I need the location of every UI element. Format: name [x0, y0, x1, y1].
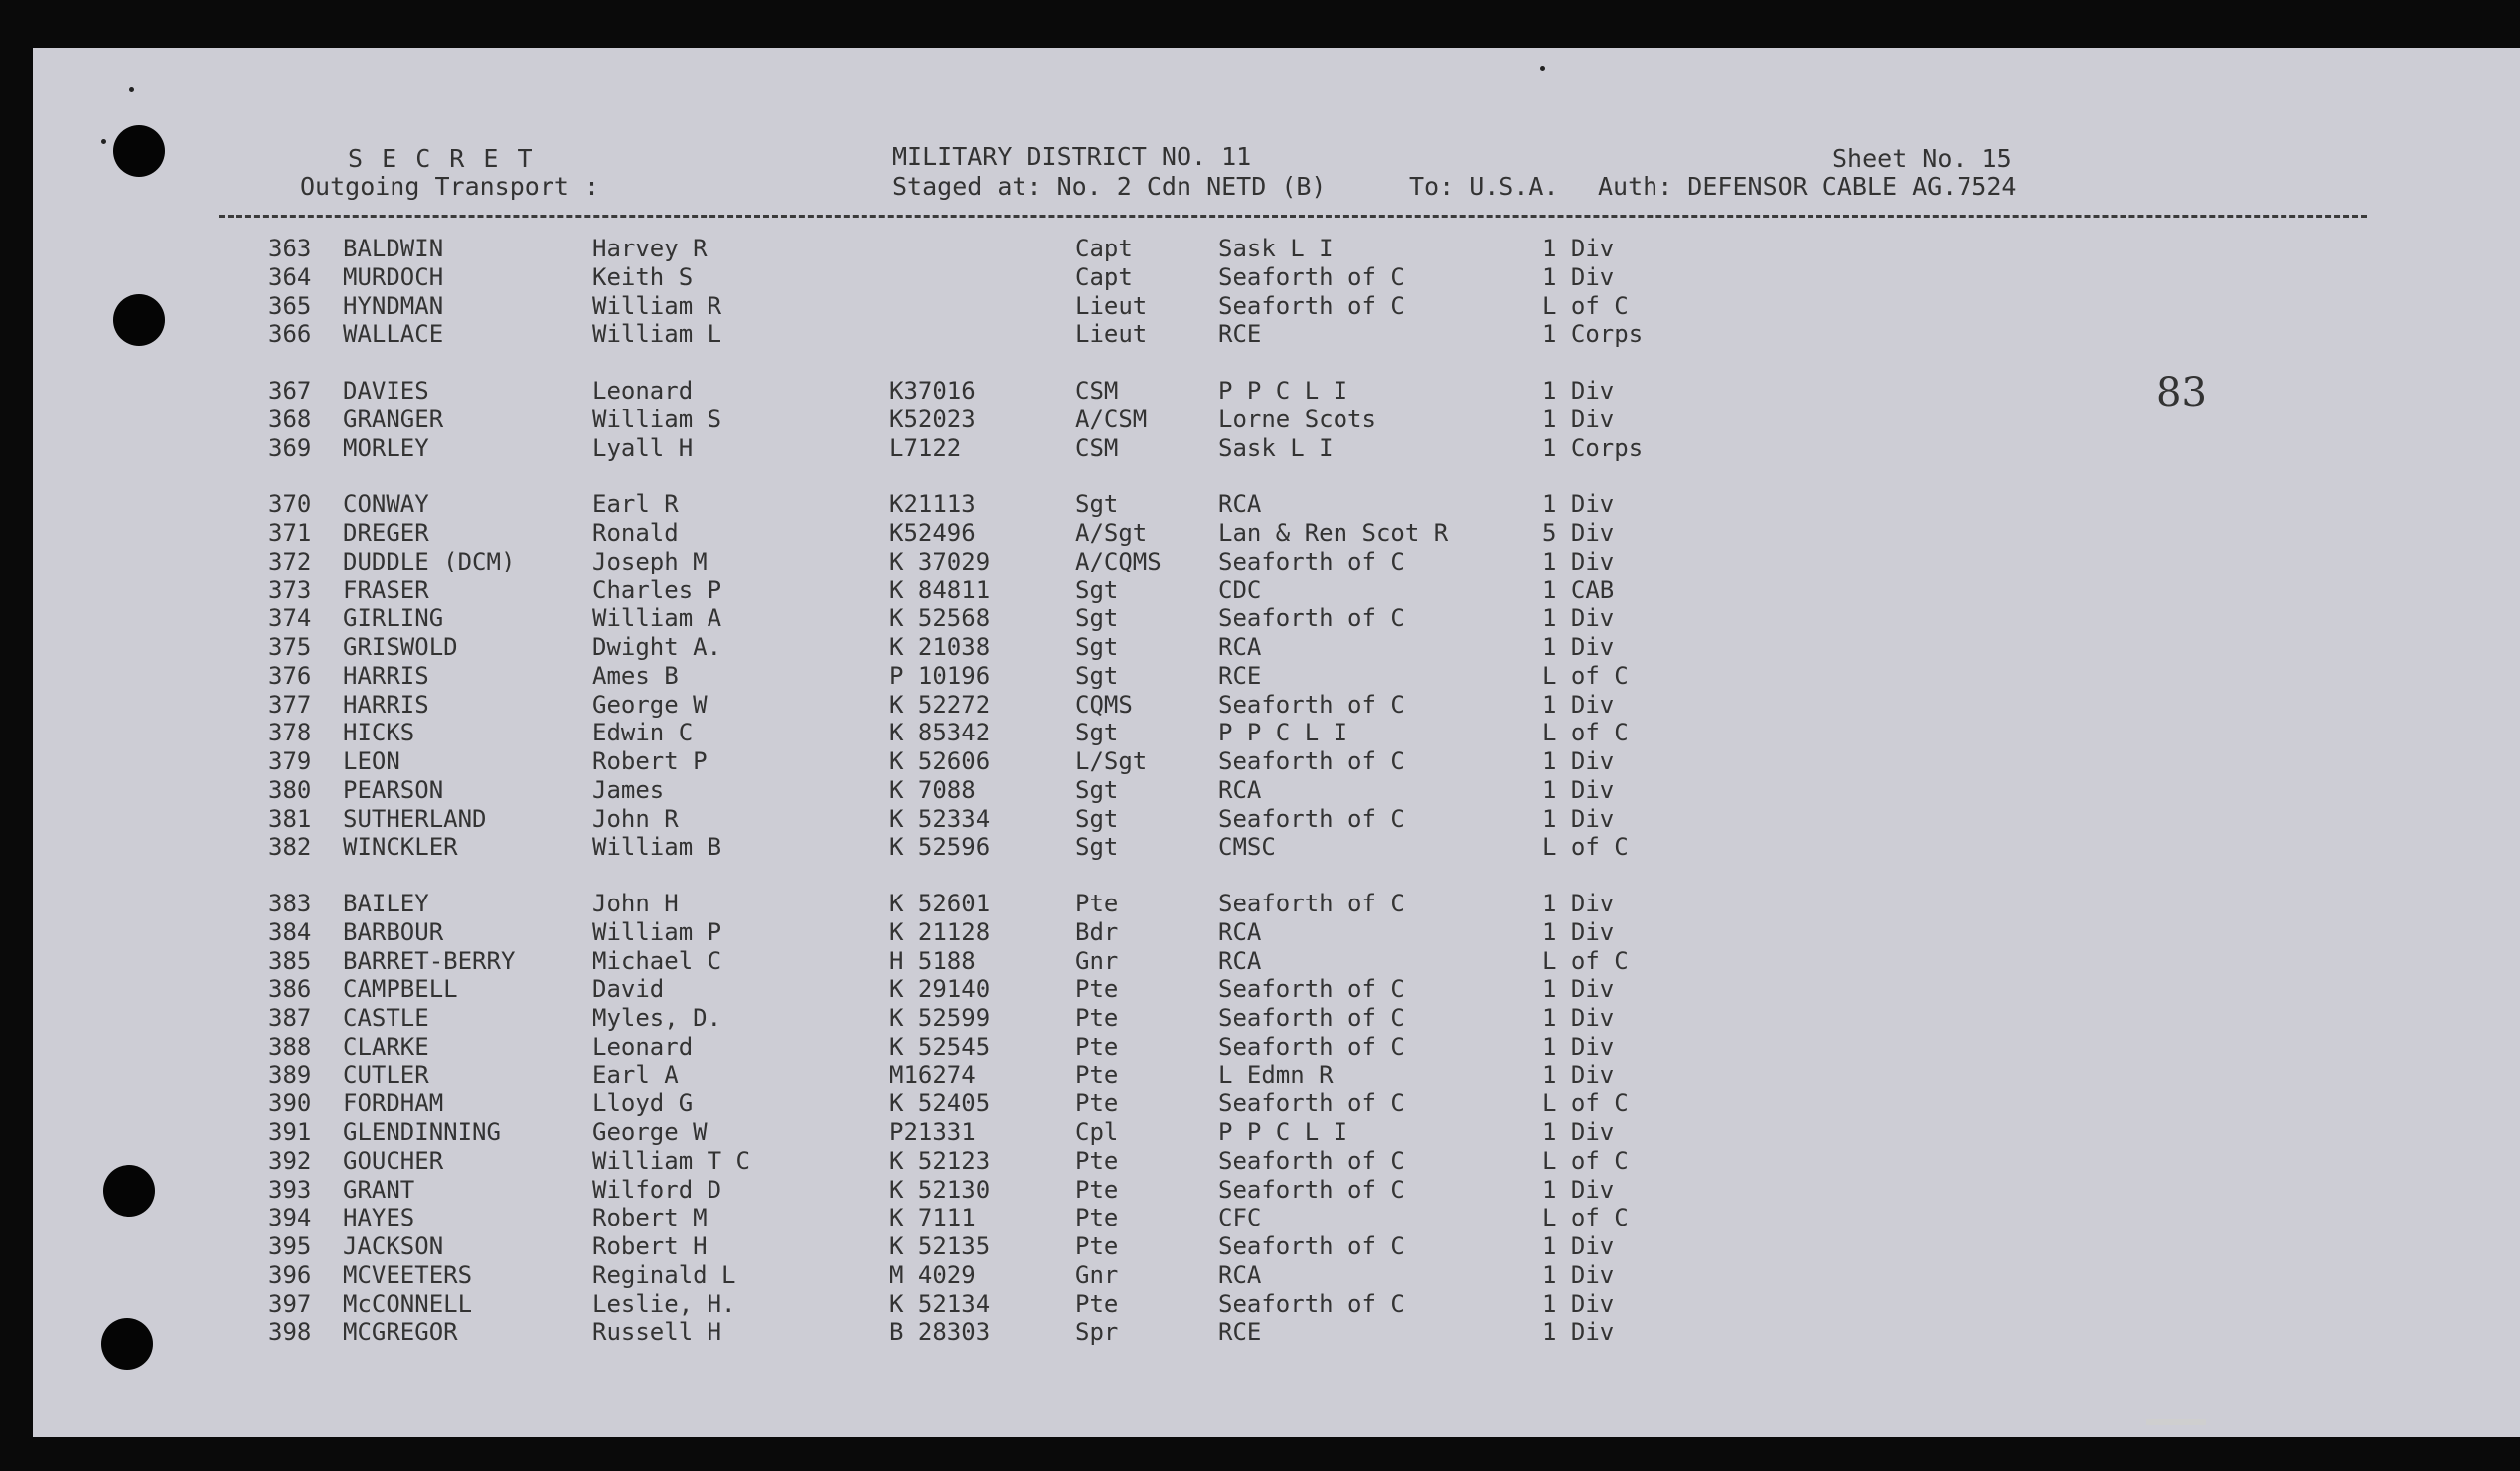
row-dest: L of C: [1542, 1089, 1629, 1118]
row-rank: Pte: [1075, 1089, 1119, 1118]
row-unit: L Edmn R: [1218, 1061, 1334, 1089]
row-service: K 52545: [889, 1032, 991, 1061]
row-surname: CASTLE: [343, 1004, 429, 1032]
row-surname: HAYES: [343, 1204, 415, 1232]
row-dest: L of C: [1542, 291, 1629, 320]
row-rank: L/Sgt: [1075, 747, 1148, 775]
row-dest: 1 Div: [1542, 547, 1615, 575]
row-surname: GOUCHER: [343, 1146, 444, 1175]
row-dest: 1 Div: [1542, 490, 1615, 519]
row-num: 390: [268, 1089, 312, 1118]
row-num: 372: [268, 547, 312, 575]
row-given: Reginald L: [592, 1260, 736, 1289]
row-surname: DUDDLE (DCM): [343, 547, 516, 575]
row-service: K 52568: [889, 604, 991, 633]
sheet-number: Sheet No. 15: [1832, 144, 2012, 173]
row-num: 377: [268, 690, 312, 719]
row-dest: L of C: [1542, 946, 1629, 975]
row-dest: 1 Div: [1542, 405, 1615, 433]
row-dest: L of C: [1542, 833, 1629, 862]
row-service: K 7088: [889, 775, 976, 804]
row-dest: 1 Div: [1542, 775, 1615, 804]
row-dest: L of C: [1542, 1204, 1629, 1232]
row-unit: Seaforth of C: [1218, 1032, 1405, 1061]
row-surname: GIRLING: [343, 604, 444, 633]
row-unit: Seaforth of C: [1218, 262, 1405, 291]
row-given: Earl A: [592, 1061, 679, 1089]
row-given: Lyall H: [592, 433, 694, 462]
row-rank: Sgt: [1075, 604, 1119, 633]
row-rank: Pte: [1075, 1289, 1119, 1318]
row-service: K 52405: [889, 1089, 991, 1118]
row-rank: Sgt: [1075, 804, 1119, 833]
row-service: K 52601: [889, 890, 991, 917]
row-num: 371: [268, 519, 312, 547]
row-num: 391: [268, 1118, 312, 1146]
row-rank: A/CQMS: [1075, 547, 1162, 575]
row-rank: CSM: [1075, 377, 1119, 405]
row-rank: Sgt: [1075, 661, 1119, 690]
row-unit: CMSC: [1218, 833, 1276, 862]
row-dest: 1 Div: [1542, 604, 1615, 633]
row-num: 364: [268, 262, 312, 291]
row-given: John R: [592, 804, 679, 833]
row-service: K 29140: [889, 975, 991, 1004]
row-num: 383: [268, 890, 312, 917]
row-given: Ronald: [592, 519, 679, 547]
row-dest: 1 Div: [1542, 235, 1615, 262]
district-title: MILITARY DISTRICT NO. 11: [892, 142, 1252, 171]
row-given: Robert M: [592, 1204, 708, 1232]
row-unit: Seaforth of C: [1218, 291, 1405, 320]
row-rank: CQMS: [1075, 690, 1133, 719]
destination-header: To: U.S.A.: [1409, 172, 1559, 201]
row-surname: CAMPBELL: [343, 975, 458, 1004]
row-given: Earl R: [592, 490, 679, 519]
row-dest: L of C: [1542, 1146, 1629, 1175]
row-num: 397: [268, 1289, 312, 1318]
row-given: William P: [592, 917, 722, 946]
row-service: P21331: [889, 1118, 976, 1146]
row-service: P 10196: [889, 661, 991, 690]
row-surname: HARRIS: [343, 661, 429, 690]
row-given: George W: [592, 690, 708, 719]
row-rank: Lieut: [1075, 320, 1148, 349]
row-given: William L: [592, 320, 722, 349]
row-service: K 21128: [889, 917, 991, 946]
row-surname: WINCKLER: [343, 833, 458, 862]
row-surname: DREGER: [343, 519, 429, 547]
row-num: 380: [268, 775, 312, 804]
row-rank: Capt: [1075, 262, 1133, 291]
row-rank: Pte: [1075, 1204, 1119, 1232]
row-service: K 52135: [889, 1232, 991, 1260]
row-rank: Sgt: [1075, 575, 1119, 604]
row-surname: MCGREGOR: [343, 1318, 458, 1347]
row-unit: Sask L I: [1218, 433, 1334, 462]
row-given: Robert P: [592, 747, 708, 775]
row-service: K 52606: [889, 747, 991, 775]
row-unit: RCA: [1218, 1260, 1262, 1289]
row-num: 382: [268, 833, 312, 862]
row-service: K 52599: [889, 1004, 991, 1032]
row-unit: Seaforth of C: [1218, 1089, 1405, 1118]
row-num: 396: [268, 1260, 312, 1289]
row-num: 365: [268, 291, 312, 320]
row-dest: 1 Div: [1542, 262, 1615, 291]
row-service: K52023: [889, 405, 976, 433]
row-given: Dwight A.: [592, 633, 722, 661]
row-dest: 1 Div: [1542, 1118, 1615, 1146]
row-dest: 1 Div: [1542, 747, 1615, 775]
row-service: B 28303: [889, 1318, 991, 1347]
row-surname: MURDOCH: [343, 262, 444, 291]
row-service: K37016: [889, 377, 976, 405]
row-given: Harvey R: [592, 235, 708, 262]
row-dest: 1 Div: [1542, 917, 1615, 946]
row-given: Wilford D: [592, 1175, 722, 1204]
row-rank: Pte: [1075, 1175, 1119, 1204]
row-rank: Pte: [1075, 1004, 1119, 1032]
row-unit: Lan & Ren Scot R: [1218, 519, 1449, 547]
row-unit: Seaforth of C: [1218, 890, 1405, 917]
row-surname: MORLEY: [343, 433, 429, 462]
row-num: 376: [268, 661, 312, 690]
row-surname: PEARSON: [343, 775, 444, 804]
row-service: M 4029: [889, 1260, 976, 1289]
row-surname: BAILEY: [343, 890, 429, 917]
row-rank: Pte: [1075, 1032, 1119, 1061]
row-rank: Pte: [1075, 1232, 1119, 1260]
row-surname: BALDWIN: [343, 235, 444, 262]
row-unit: Seaforth of C: [1218, 1289, 1405, 1318]
row-num: 369: [268, 433, 312, 462]
row-num: 378: [268, 719, 312, 747]
row-num: 387: [268, 1004, 312, 1032]
row-unit: P P C L I: [1218, 1118, 1348, 1146]
row-given: William B: [592, 833, 722, 862]
row-unit: CDC: [1218, 575, 1262, 604]
row-unit: Seaforth of C: [1218, 1004, 1405, 1032]
row-rank: Sgt: [1075, 833, 1119, 862]
row-rank: A/Sgt: [1075, 519, 1148, 547]
row-service: L7122: [889, 433, 962, 462]
row-rank: Sgt: [1075, 719, 1119, 747]
authority: Auth: DEFENSOR CABLE AG.7524: [1598, 172, 2017, 201]
row-dest: 1 Div: [1542, 1289, 1615, 1318]
row-surname: CONWAY: [343, 490, 429, 519]
row-rank: Sgt: [1075, 490, 1119, 519]
row-rank: Lieut: [1075, 291, 1148, 320]
row-dest: L of C: [1542, 661, 1629, 690]
row-unit: RCA: [1218, 633, 1262, 661]
row-unit: RCE: [1218, 1318, 1262, 1347]
row-given: Lloyd G: [592, 1089, 694, 1118]
row-num: 393: [268, 1175, 312, 1204]
row-service: K 52123: [889, 1146, 991, 1175]
row-unit: RCA: [1218, 490, 1262, 519]
row-given: Joseph M: [592, 547, 708, 575]
row-num: 374: [268, 604, 312, 633]
row-unit: Seaforth of C: [1218, 747, 1405, 775]
row-rank: Capt: [1075, 235, 1133, 262]
row-dest: L of C: [1542, 719, 1629, 747]
row-service: K 21038: [889, 633, 991, 661]
page-number: 83: [2156, 370, 2207, 415]
row-num: 392: [268, 1146, 312, 1175]
row-service: K 7111: [889, 1204, 976, 1232]
row-rank: Pte: [1075, 1146, 1119, 1175]
row-dest: 1 Div: [1542, 633, 1615, 661]
row-rank: Sgt: [1075, 775, 1119, 804]
row-unit: Seaforth of C: [1218, 547, 1405, 575]
row-unit: Seaforth of C: [1218, 804, 1405, 833]
row-num: 388: [268, 1032, 312, 1061]
row-given: Michael C: [592, 946, 722, 975]
row-service: K 85342: [889, 719, 991, 747]
row-given: William S: [592, 405, 722, 433]
row-dest: 1 Div: [1542, 975, 1615, 1004]
row-given: Robert H: [592, 1232, 708, 1260]
row-surname: FORDHAM: [343, 1089, 444, 1118]
row-unit: Seaforth of C: [1218, 1232, 1405, 1260]
row-num: 368: [268, 405, 312, 433]
row-unit: CFC: [1218, 1204, 1262, 1232]
row-service: K 37029: [889, 547, 991, 575]
row-num: 389: [268, 1061, 312, 1089]
row-service: K 52272: [889, 690, 991, 719]
row-dest: 1 Div: [1542, 377, 1615, 405]
row-surname: GLENDINNING: [343, 1118, 501, 1146]
row-unit: RCA: [1218, 775, 1262, 804]
row-num: 367: [268, 377, 312, 405]
row-given: William R: [592, 291, 722, 320]
row-num: 375: [268, 633, 312, 661]
row-num: 379: [268, 747, 312, 775]
row-surname: BARRET-BERRY: [343, 946, 516, 975]
row-surname: LEON: [343, 747, 400, 775]
row-num: 385: [268, 946, 312, 975]
row-num: 366: [268, 320, 312, 349]
row-unit: P P C L I: [1218, 377, 1348, 405]
row-surname: GRANGER: [343, 405, 444, 433]
row-surname: GRISWOLD: [343, 633, 458, 661]
row-surname: CUTLER: [343, 1061, 429, 1089]
row-given: John H: [592, 890, 679, 917]
row-surname: MCVEETERS: [343, 1260, 473, 1289]
row-dest: 1 Div: [1542, 1232, 1615, 1260]
row-given: George W: [592, 1118, 708, 1146]
row-dest: 1 Div: [1542, 890, 1615, 917]
row-dest: 1 Div: [1542, 1175, 1615, 1204]
row-unit: Seaforth of C: [1218, 1175, 1405, 1204]
row-surname: HICKS: [343, 719, 415, 747]
row-num: 394: [268, 1204, 312, 1232]
row-surname: FRASER: [343, 575, 429, 604]
row-given: Leonard: [592, 377, 694, 405]
row-given: David: [592, 975, 665, 1004]
row-unit: Seaforth of C: [1218, 604, 1405, 633]
row-surname: CLARKE: [343, 1032, 429, 1061]
row-rank: Pte: [1075, 1061, 1119, 1089]
row-num: 363: [268, 235, 312, 262]
security-classification: S E C R E T: [348, 144, 535, 173]
row-given: Myles, D.: [592, 1004, 722, 1032]
row-num: 370: [268, 490, 312, 519]
row-given: Edwin C: [592, 719, 694, 747]
row-surname: BARBOUR: [343, 917, 444, 946]
row-unit: RCE: [1218, 661, 1262, 690]
row-rank: Gnr: [1075, 946, 1119, 975]
row-surname: HYNDMAN: [343, 291, 444, 320]
row-unit: RCA: [1218, 917, 1262, 946]
row-num: 373: [268, 575, 312, 604]
row-rank: Cpl: [1075, 1118, 1119, 1146]
row-rank: Spr: [1075, 1318, 1119, 1347]
row-given: James: [592, 775, 665, 804]
outgoing-transport-label: Outgoing Transport :: [300, 172, 600, 201]
row-unit: Seaforth of C: [1218, 690, 1405, 719]
row-dest: 1 Div: [1542, 1260, 1615, 1289]
row-num: 381: [268, 804, 312, 833]
row-num: 398: [268, 1318, 312, 1347]
row-rank: Bdr: [1075, 917, 1119, 946]
row-service: H 5188: [889, 946, 976, 975]
row-unit: P P C L I: [1218, 719, 1348, 747]
row-unit: Sask L I: [1218, 235, 1334, 262]
row-rank: Gnr: [1075, 1260, 1119, 1289]
row-service: M16274: [889, 1061, 976, 1089]
row-given: William T C: [592, 1146, 750, 1175]
row-dest: 1 Corps: [1542, 433, 1644, 462]
row-dest: 5 Div: [1542, 519, 1615, 547]
row-unit: Seaforth of C: [1218, 975, 1405, 1004]
row-num: 384: [268, 917, 312, 946]
row-surname: DAVIES: [343, 377, 429, 405]
row-rank: Sgt: [1075, 633, 1119, 661]
row-given: Keith S: [592, 262, 694, 291]
row-service: K21113: [889, 490, 976, 519]
row-surname: GRANT: [343, 1175, 415, 1204]
row-rank: A/CSM: [1075, 405, 1148, 433]
row-surname: WALLACE: [343, 320, 444, 349]
row-surname: JACKSON: [343, 1232, 444, 1260]
row-surname: McCONNELL: [343, 1289, 473, 1318]
row-unit: RCE: [1218, 320, 1262, 349]
row-dest: 1 Div: [1542, 1061, 1615, 1089]
row-service: K 52130: [889, 1175, 991, 1204]
row-dest: 1 Div: [1542, 690, 1615, 719]
row-dest: 1 Div: [1542, 804, 1615, 833]
row-dest: 1 Div: [1542, 1318, 1615, 1347]
row-dest: 1 Corps: [1542, 320, 1644, 349]
row-unit: Seaforth of C: [1218, 1146, 1405, 1175]
row-num: 386: [268, 975, 312, 1004]
row-given: William A: [592, 604, 722, 633]
row-service: K52496: [889, 519, 976, 547]
row-service: K 52596: [889, 833, 991, 862]
row-given: Russell H: [592, 1318, 722, 1347]
row-num: 395: [268, 1232, 312, 1260]
row-dest: 1 Div: [1542, 1032, 1615, 1061]
row-dest: 1 Div: [1542, 1004, 1615, 1032]
row-rank: Pte: [1075, 975, 1119, 1004]
row-surname: HARRIS: [343, 690, 429, 719]
row-rank: Pte: [1075, 890, 1119, 917]
row-rank: CSM: [1075, 433, 1119, 462]
row-service: K 52334: [889, 804, 991, 833]
row-given: Leslie, H.: [592, 1289, 736, 1318]
row-surname: SUTHERLAND: [343, 804, 487, 833]
row-given: Leonard: [592, 1032, 694, 1061]
row-given: Ames B: [592, 661, 679, 690]
row-service: K 52134: [889, 1289, 991, 1318]
row-unit: RCA: [1218, 946, 1262, 975]
edge-mark: [2146, 1419, 2206, 1425]
staged-at: Staged at: No. 2 Cdn NETD (B): [892, 172, 1327, 201]
row-dest: 1 CAB: [1542, 575, 1615, 604]
row-unit: Lorne Scots: [1218, 405, 1376, 433]
row-given: Charles P: [592, 575, 722, 604]
row-service: K 84811: [889, 575, 991, 604]
